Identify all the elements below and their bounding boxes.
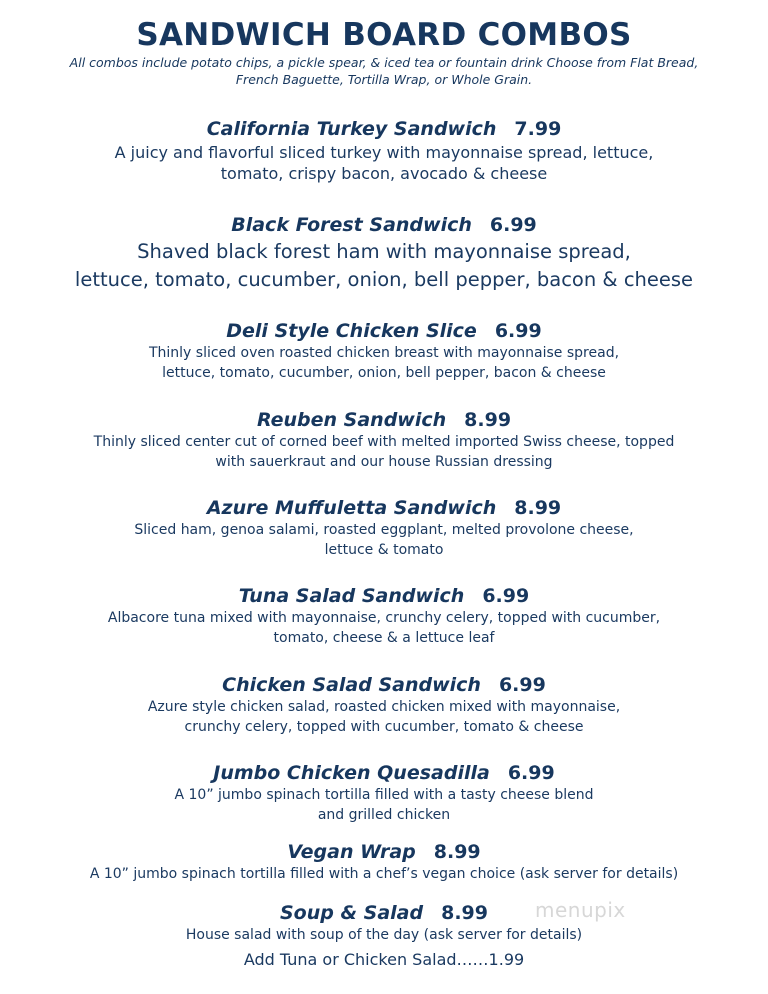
item-name: Vegan Wrap	[287, 841, 416, 863]
menu-item-reuben	[0, 407, 768, 472]
item-name: Chicken Salad Sandwich	[222, 674, 481, 696]
item-name: Azure Muffuletta Sandwich	[206, 497, 497, 519]
item-price: 8.99	[464, 409, 512, 431]
menu-item-vegan-wrap	[0, 839, 768, 885]
menu-item-chicken-salad	[0, 672, 768, 737]
item-description: and grilled chicken	[317, 806, 451, 823]
item-description: with sauerkraut and our house Russian dressing	[215, 453, 553, 470]
item-description: lettuce, tomato, cucumber, onion, bell pepper, bacon & cheese	[74, 268, 694, 291]
menu-item-soup-salad	[0, 900, 768, 972]
item-name: California Turkey Sandwich	[206, 118, 497, 140]
item-price: 8.99	[514, 497, 562, 519]
item-description: A 10” jumbo spinach tortilla filled with a chef’s vegan choice (ask server for details)	[89, 866, 679, 882]
item-description: lettuce & tomato	[324, 541, 444, 558]
item-price: 7.99	[514, 118, 562, 140]
item-price: 6.99	[498, 674, 546, 696]
item-description: Sliced ham, genoa salami, roasted eggplant, melted provolone cheese,	[134, 522, 634, 538]
menu-item-deli-chicken	[0, 318, 768, 383]
item-description: Albacore tuna mixed with mayonnaise, crunchy celery, topped with cucumber,	[107, 610, 661, 626]
item-description: crunchy celery, topped with cucumber, tomato & cheese	[184, 718, 584, 735]
item-name: Soup & Salad	[280, 902, 424, 924]
item-name: Reuben Sandwich	[256, 409, 447, 431]
item-addon: Add Tuna or Chicken Salad……1.99	[243, 949, 525, 969]
item-description: Thinly sliced center cut of corned beef with melted imported Swiss cheese, topped	[93, 434, 675, 450]
item-description: tomato, crispy bacon, avocado & cheese	[220, 164, 548, 183]
item-name: Jumbo Chicken Quesadilla	[213, 762, 490, 784]
item-description: A juicy and flavorful sliced turkey with mayonnaise spread, lettuce,	[114, 143, 654, 162]
item-description: Shaved black forest ham with mayonnaise spread,	[137, 240, 631, 263]
item-name: Deli Style Chicken Slice	[226, 320, 477, 342]
menu-item-muffuletta	[0, 495, 768, 560]
item-price: 6.99	[489, 214, 537, 236]
item-price: 8.99	[441, 902, 488, 924]
item-description: A 10” jumbo spinach tortilla filled with a tasty cheese blend	[174, 787, 594, 803]
menu-item-black-forest	[0, 212, 768, 294]
item-price: 6.99	[482, 585, 530, 607]
combo-note: All combos include potato chips, a pickle spear, & iced tea or fountain drink Choose from Flat Bread, French Baguette, Tortilla Wrap, or Whole Grain.	[69, 55, 699, 87]
watermark-logo: menupix	[535, 898, 626, 922]
menu-item-quesadilla	[0, 760, 768, 825]
item-description: lettuce, tomato, cucumber, onion, bell pepper, bacon & cheese	[162, 364, 606, 381]
menu-item-california-turkey	[0, 116, 768, 184]
item-price: 6.99	[507, 762, 555, 784]
menu-item-tuna-salad	[0, 583, 768, 648]
item-description: House salad with soup of the day (ask server for details)	[185, 927, 583, 943]
item-price: 6.99	[494, 320, 542, 342]
item-name: Black Forest Sandwich	[231, 214, 472, 236]
item-description: Azure style chicken salad, roasted chicken mixed with mayonnaise,	[147, 699, 621, 715]
item-description: Thinly sliced oven roasted chicken breast with mayonnaise spread,	[148, 345, 620, 361]
item-description: tomato, cheese & a lettuce leaf	[273, 629, 495, 646]
page-title: SANDWICH BOARD COMBOS	[136, 17, 632, 53]
item-name: Tuna Salad Sandwich	[238, 585, 465, 607]
item-price: 8.99	[433, 841, 481, 863]
